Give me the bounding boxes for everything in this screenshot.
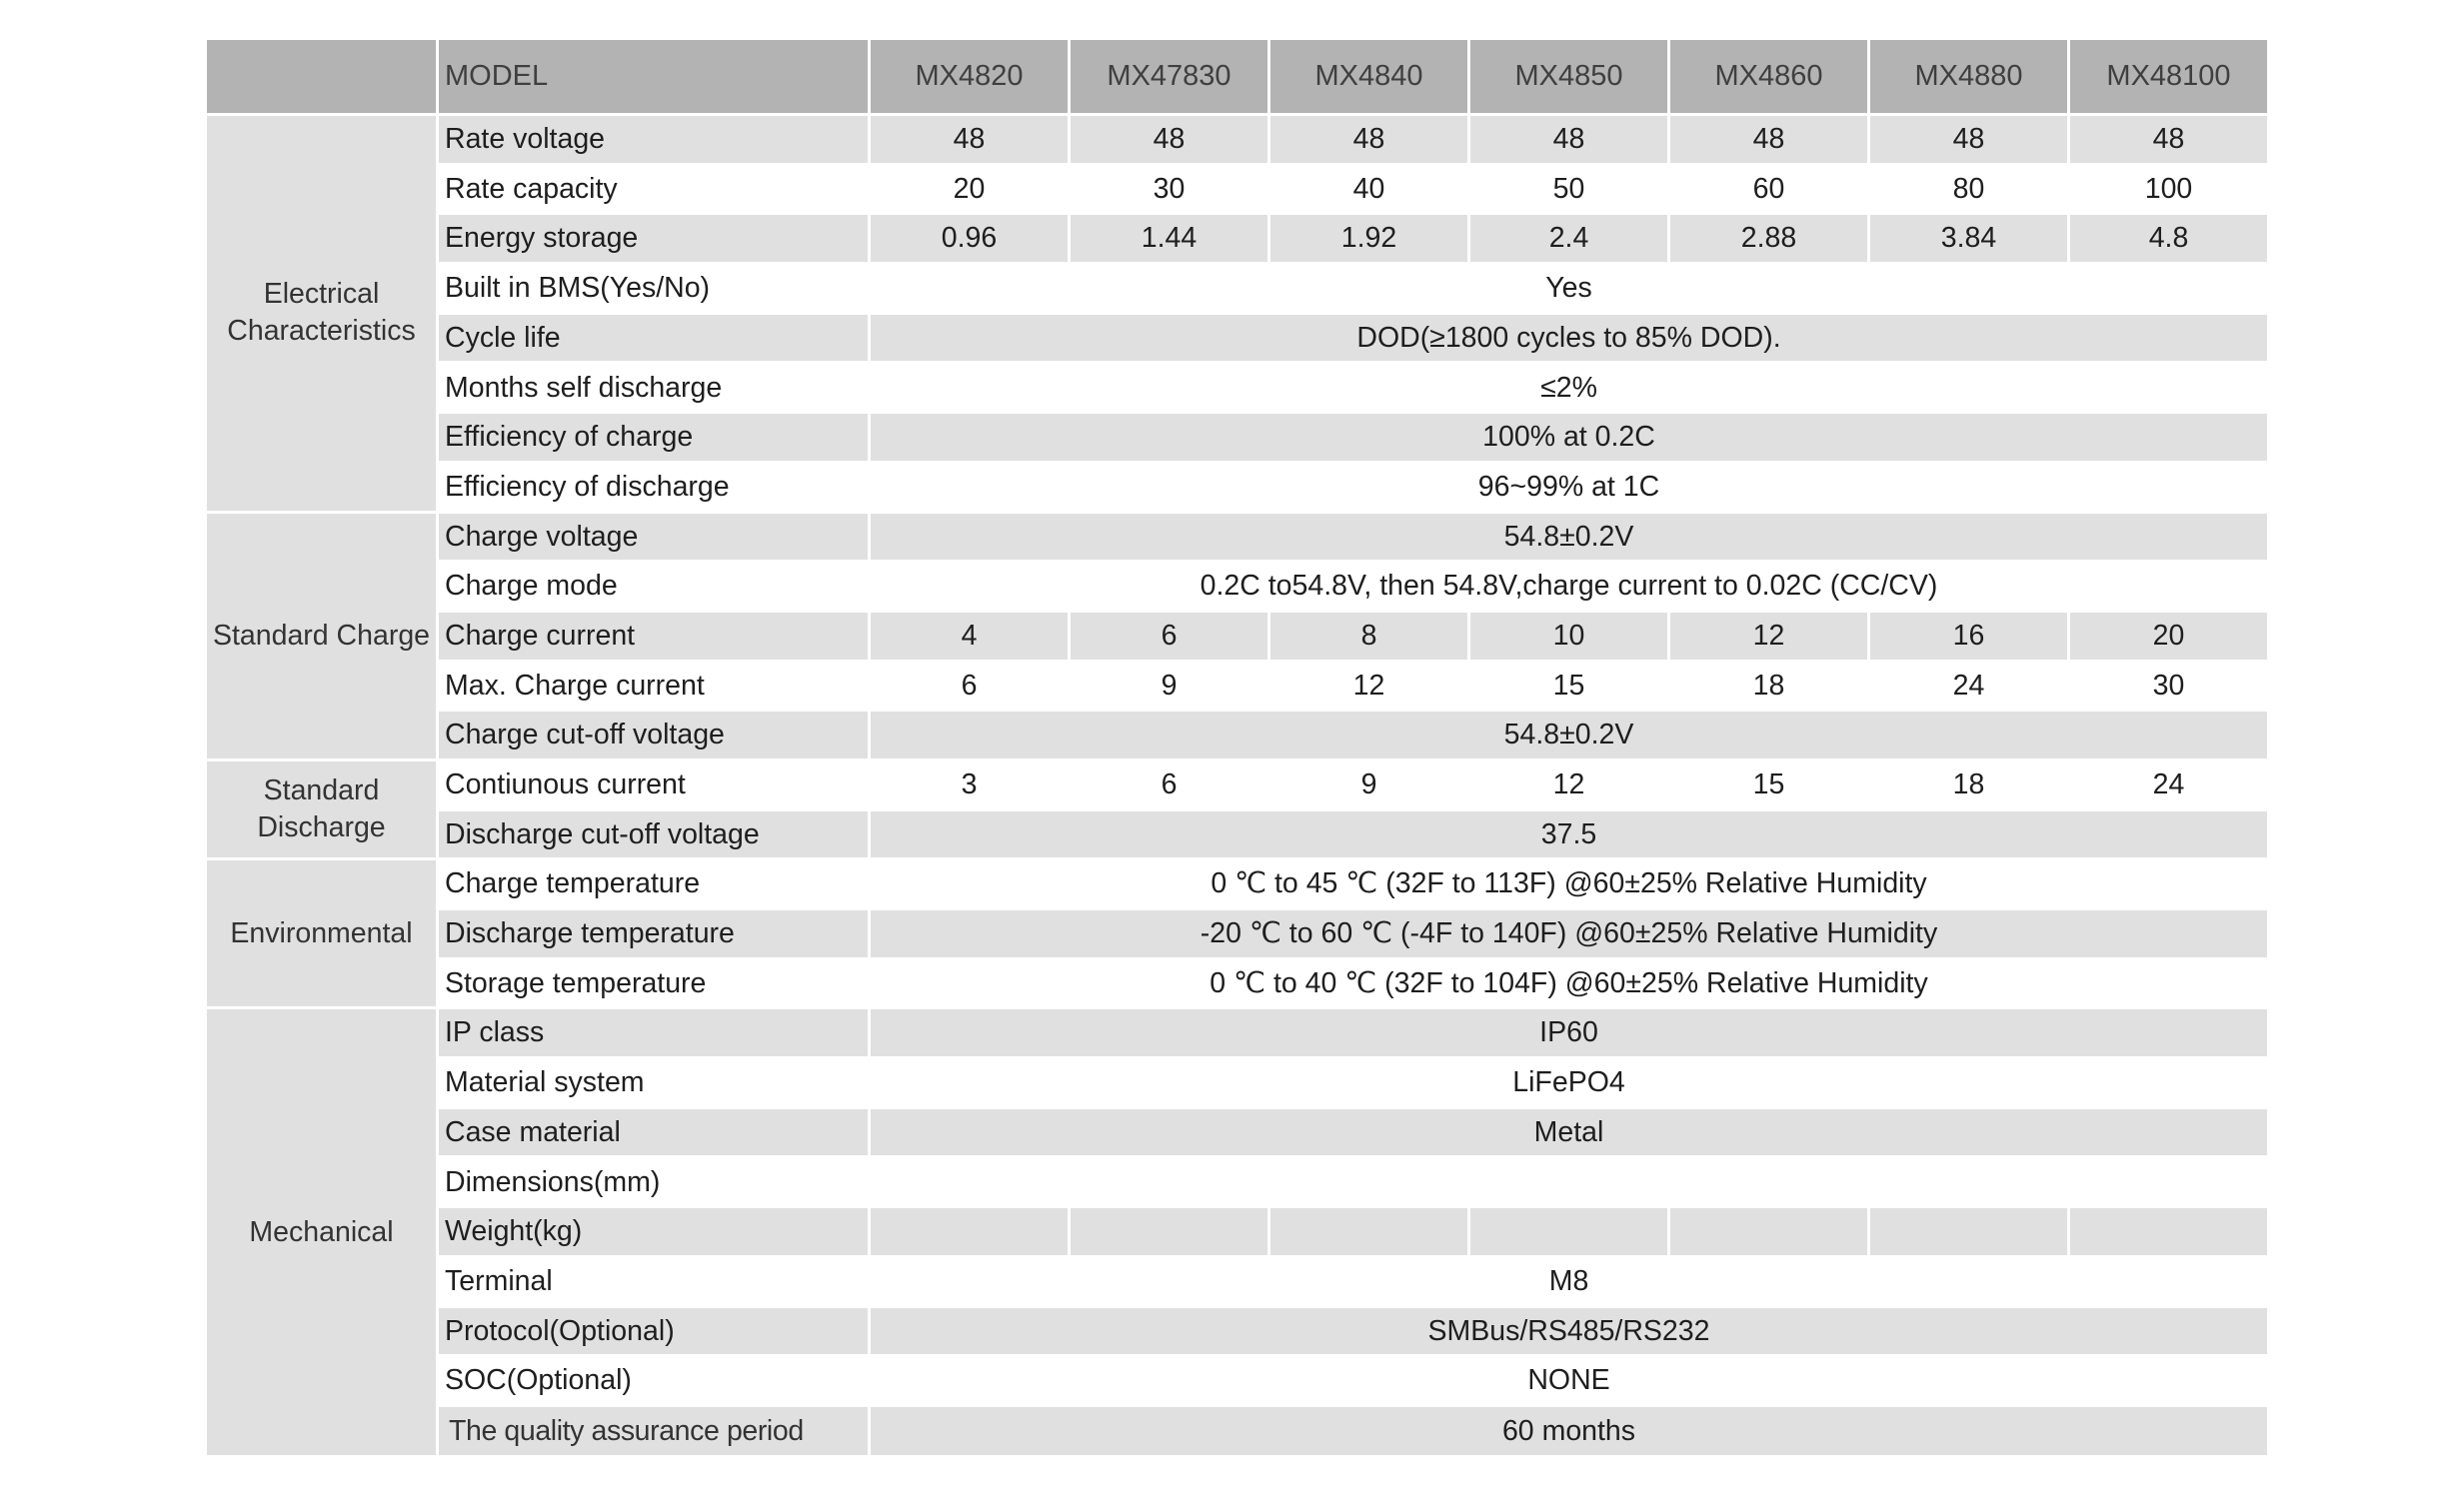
spec-value: 20 (2069, 611, 2269, 661)
spec-body (206, 115, 2269, 1457)
spec-value: 100 (2069, 164, 2269, 214)
spec-row (206, 512, 2269, 562)
spec-row (206, 164, 2269, 214)
spec-value: 12 (1269, 661, 1469, 711)
spec-value: 12 (1469, 759, 1669, 809)
spec-value: 9 (1269, 759, 1469, 809)
spec-label: IP class (438, 1008, 870, 1058)
spec-value-span (870, 1157, 2269, 1207)
group-label: Mechanical (206, 1008, 438, 1457)
spec-label: Case material (438, 1107, 870, 1157)
spec-value: 48 (2069, 115, 2269, 165)
model-name: MX4860 (1669, 39, 1869, 115)
spec-value: 18 (1669, 661, 1869, 711)
spec-value: 60 (1669, 164, 1869, 214)
spec-label: Efficiency of charge (438, 413, 870, 463)
spec-label: Storage temperature (438, 958, 870, 1008)
spec-row (206, 1207, 2269, 1257)
spec-value: 6 (1070, 759, 1269, 809)
spec-value: 0.96 (870, 214, 1070, 264)
spec-value: 8 (1269, 611, 1469, 661)
spec-label: Cycle life (438, 313, 870, 363)
spec-row (206, 1405, 2269, 1456)
spec-label: Max. Charge current (438, 661, 870, 711)
spec-value-span: 54.8±0.2V (870, 711, 2269, 760)
spec-row (206, 363, 2269, 413)
spec-value: 48 (1070, 115, 1269, 165)
spec-row (206, 1306, 2269, 1356)
header-corner-cell (206, 39, 438, 115)
spec-value: 48 (1469, 115, 1669, 165)
spec-value: 20 (870, 164, 1070, 214)
spec-value: 4.8 (2069, 214, 2269, 264)
spec-value: 24 (2069, 759, 2269, 809)
model-header-label: MODEL (438, 39, 870, 115)
model-name: MX4850 (1469, 39, 1669, 115)
spec-row (206, 859, 2269, 909)
spec-value-span: 0 ℃ to 45 ℃ (32F to 113F) @60±25% Relative Humidity (870, 859, 2269, 909)
spec-value: 40 (1269, 164, 1469, 214)
spec-value: 48 (1869, 115, 2069, 165)
spec-value: 6 (1070, 611, 1269, 661)
spec-value: 16 (1869, 611, 2069, 661)
spec-label: Dimensions(mm) (438, 1157, 870, 1207)
spec-label: Built in BMS(Yes/No) (438, 264, 870, 314)
spec-label: Terminal (438, 1256, 870, 1306)
spec-row (206, 214, 2269, 264)
spec-value-span: M8 (870, 1256, 2269, 1306)
spec-value-span: SMBus/RS485/RS232 (870, 1306, 2269, 1356)
spec-value (870, 1207, 1070, 1257)
spec-row (206, 1356, 2269, 1406)
spec-row (206, 115, 2269, 165)
spec-value: 1.92 (1269, 214, 1469, 264)
group-label: Standard Discharge (206, 759, 438, 858)
group-label: Environmental (206, 859, 438, 1008)
spec-label: Contiunous current (438, 759, 870, 809)
spec-value: 18 (1869, 759, 2069, 809)
spec-row (206, 759, 2269, 809)
spec-label: Discharge cut-off voltage (438, 809, 870, 859)
spec-value: 2.88 (1669, 214, 1869, 264)
spec-label: Charge mode (438, 562, 870, 612)
spec-row (206, 909, 2269, 959)
spec-row (206, 1058, 2269, 1108)
group-label: Standard Charge (206, 512, 438, 759)
spec-value-span: 60 months (870, 1405, 2269, 1456)
spec-label: Rate voltage (438, 115, 870, 165)
spec-value: 30 (1070, 164, 1269, 214)
spec-value: 9 (1070, 661, 1269, 711)
spec-header (206, 39, 2269, 115)
spec-row (206, 1256, 2269, 1306)
model-name: MX47830 (1070, 39, 1269, 115)
header-row (206, 39, 2269, 115)
spec-label: Months self discharge (438, 363, 870, 413)
spec-label: Charge voltage (438, 512, 870, 562)
model-name: MX48100 (2069, 39, 2269, 115)
spec-row (206, 413, 2269, 463)
spec-value-span: 0.2C to54.8V, then 54.8V,charge current to 0.02C (CC/CV) (870, 562, 2269, 612)
spec-value: 4 (870, 611, 1070, 661)
spec-label: Discharge temperature (438, 909, 870, 959)
spec-value (1269, 1207, 1469, 1257)
spec-value: 10 (1469, 611, 1669, 661)
model-name: MX4840 (1269, 39, 1469, 115)
spec-row (206, 562, 2269, 612)
spec-value: 3 (870, 759, 1070, 809)
spec-value (1869, 1207, 2069, 1257)
spec-value-span: LiFePO4 (870, 1058, 2269, 1108)
model-name: MX4820 (870, 39, 1070, 115)
spec-value-span: Metal (870, 1107, 2269, 1157)
spec-value-span: IP60 (870, 1008, 2269, 1058)
spec-row (206, 264, 2269, 314)
spec-value (1469, 1207, 1669, 1257)
spec-value-span: 54.8±0.2V (870, 512, 2269, 562)
spec-value-span: 96~99% at 1C (870, 462, 2269, 512)
spec-row (206, 958, 2269, 1008)
spec-row (206, 1107, 2269, 1157)
spec-value (2069, 1207, 2269, 1257)
spec-value-span: ≤2% (870, 363, 2269, 413)
spec-value-span: -20 ℃ to 60 ℃ (-4F to 140F) @60±25% Relative Humidity (870, 909, 2269, 959)
spec-row (206, 313, 2269, 363)
spec-row (206, 711, 2269, 760)
spec-row (206, 611, 2269, 661)
spec-label: SOC(Optional) (438, 1356, 870, 1406)
spec-value: 30 (2069, 661, 2269, 711)
spec-value: 48 (870, 115, 1070, 165)
spec-value-span: DOD(≥1800 cycles to 85% DOD). (870, 313, 2269, 363)
spec-value-span: 0 ℃ to 40 ℃ (32F to 104F) @60±25% Relative Humidity (870, 958, 2269, 1008)
spec-label: Weight(kg) (438, 1207, 870, 1257)
spec-value: 1.44 (1070, 214, 1269, 264)
spec-table (204, 37, 2270, 1458)
group-label: Electrical Characteristics (206, 115, 438, 513)
spec-value-span: 100% at 0.2C (870, 413, 2269, 463)
spec-value: 48 (1269, 115, 1469, 165)
spec-label: Charge current (438, 611, 870, 661)
spec-value: 50 (1469, 164, 1669, 214)
spec-value: 6 (870, 661, 1070, 711)
spec-row (206, 1157, 2269, 1207)
spec-value: 15 (1469, 661, 1669, 711)
spec-value: 24 (1869, 661, 2069, 711)
spec-value (1669, 1207, 1869, 1257)
spec-value: 2.4 (1469, 214, 1669, 264)
spec-label: Rate capacity (438, 164, 870, 214)
spec-row (206, 809, 2269, 859)
spec-value: 48 (1669, 115, 1869, 165)
spec-value-span: 37.5 (870, 809, 2269, 859)
spec-value-span: Yes (870, 264, 2269, 314)
spec-value (1070, 1207, 1269, 1257)
spec-row (206, 462, 2269, 512)
spec-value-span: NONE (870, 1356, 2269, 1406)
spec-value: 3.84 (1869, 214, 2069, 264)
model-name: MX4880 (1869, 39, 2069, 115)
spec-label: Charge temperature (438, 859, 870, 909)
spec-row (206, 1008, 2269, 1058)
spec-label: Material system (438, 1058, 870, 1108)
spec-label: Protocol(Optional) (438, 1306, 870, 1356)
spec-row (206, 661, 2269, 711)
spec-label: Charge cut-off voltage (438, 711, 870, 760)
spec-value: 12 (1669, 611, 1869, 661)
spec-label: The quality assurance period (438, 1405, 870, 1456)
spec-value: 15 (1669, 759, 1869, 809)
spec-value: 80 (1869, 164, 2069, 214)
spec-label: Efficiency of discharge (438, 462, 870, 512)
spec-label: Energy storage (438, 214, 870, 264)
